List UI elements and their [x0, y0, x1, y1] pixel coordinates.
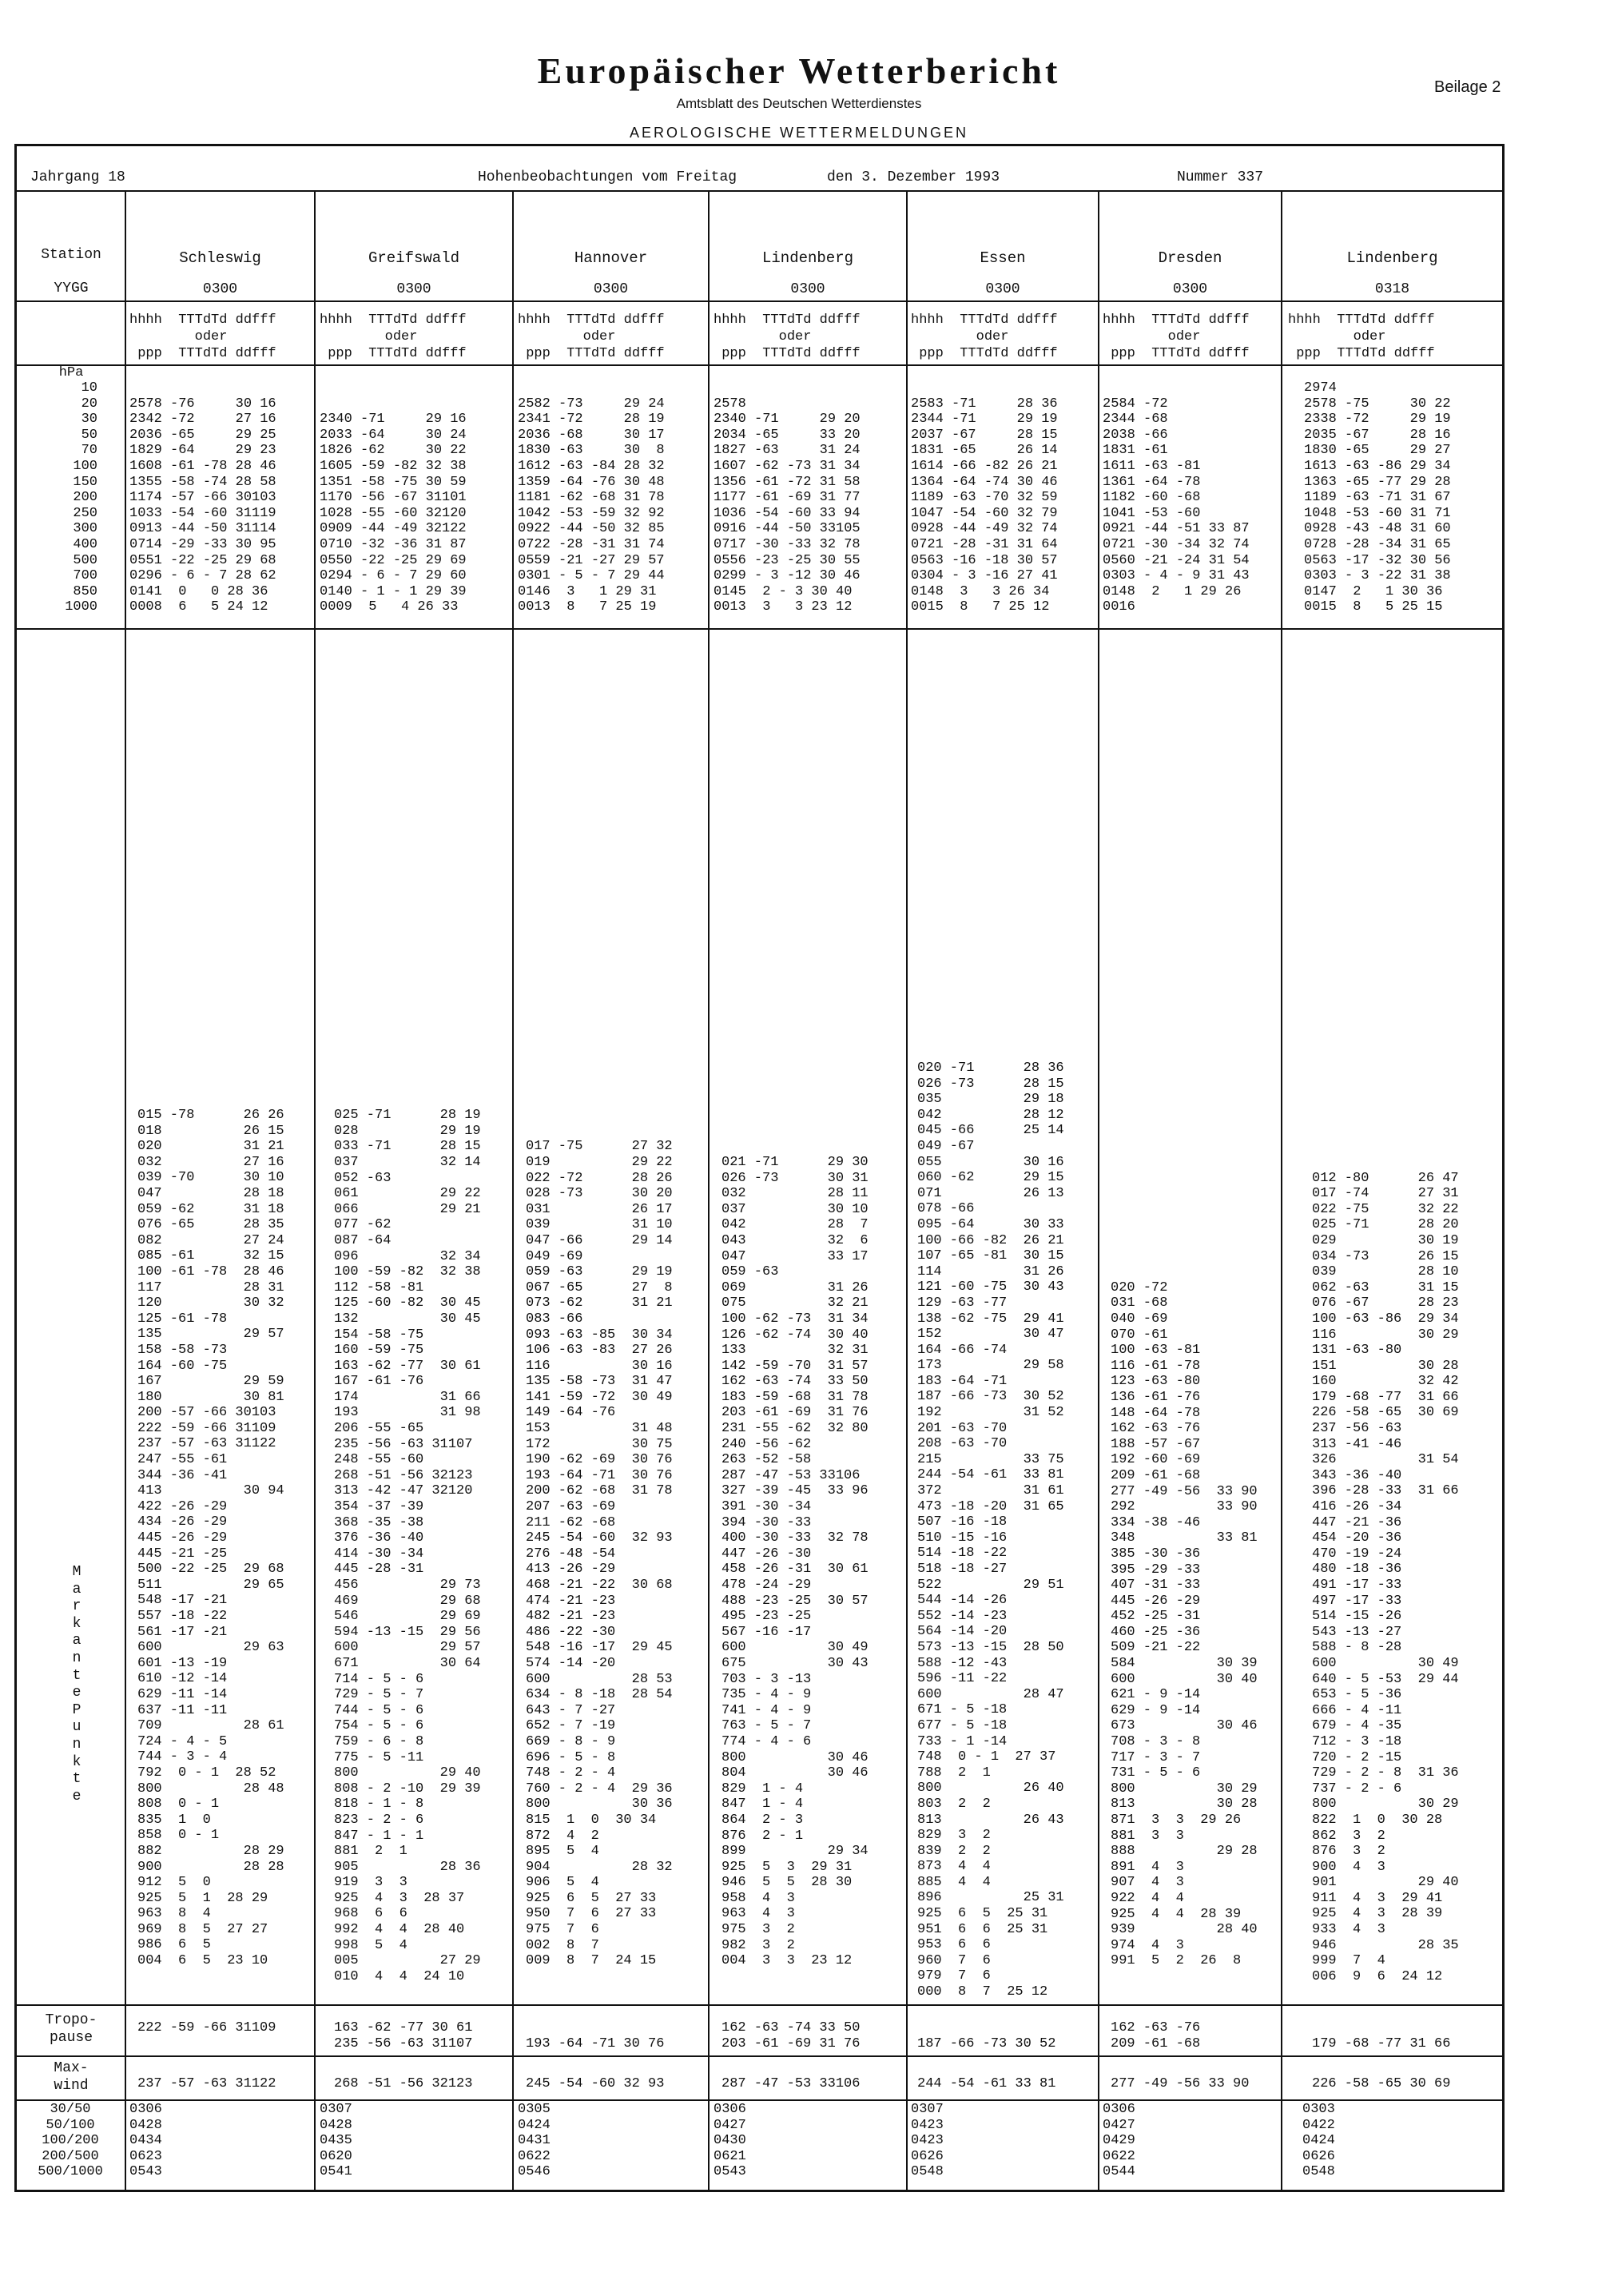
significant-points-data: 017 -75 27 32 019 29 22 022 -72 28 26 028 -73 30 20 031 26 17 039 31 10 047 -66 29 14 049 -69 059 -63 29 19 067 -65 27 8 073 -62 31 21 083 -66 093 -63 -85 30 34 106 -63 -83 27 26 116 30 16 135 -58 -73 31 47 141 -59 -72 30 49 149 -64 -76 153 31 48 172 30 75 190 -62 -69 30 76 193 -64 -71 30 76 200 -62 -68 31 78 207 -63 -69 211 -62 -68 245 -54 -60 32 93 276 -48 -54 413 -26 -29 468 -21 -22 30 68 474 -21 -23 482 -21 -23 486 -22 -30 548 -16 -17 29 45 574 -14 -20 600 28 53 634 - 8 -18 28 54 643 - 7 -27 652 - 7 -19 669 - 8 - 9 696 - 5 - 8 748 - 2 - 4 760 - 2 - 4 29 36 800 30 36 815 1 0 30 34 872 4 2 895 5 4 904 28 32 906 5 4 925 6 5 27 33 950 7 6 27 33 975 7 6 002 8 7 009 8 7 24 15	[526, 1139, 673, 1969]
column-header: hhhh TTTdTd ddfff oder ppp TTTdTd ddfff	[1288, 312, 1435, 361]
beilage-label: Beilage 2	[1434, 78, 1501, 96]
column-header: hhhh TTTdTd ddfff oder ppp TTTdTd ddfff	[518, 312, 665, 361]
standard-levels-data: 2974 2578 -75 30 22 2338 -72 29 19 2035 -67 28 16 1830 -65 29 27 1613 -63 -86 29 34 1363 -65 -77 29 28 1189 -63 -71 31 67 1048 -53 -60 31 71 0928 -43 -48 31 60 0728 -28 -34 31 65 0563 -17 -32 30 56 0303 - 3 -22 31 38 0147 2 1 30 36 0015 8 5 25 15	[1304, 380, 1451, 615]
wind-shear-data: 0307 0428 0435 0620 0541	[320, 2102, 352, 2180]
station-name: Lindenberg	[1346, 249, 1438, 267]
wind-shear-data: 0306 0428 0434 0623 0543	[129, 2102, 162, 2180]
yygg-label: YYGG	[54, 281, 89, 296]
col-divider	[512, 190, 514, 2192]
tropopause-data: 162 -63 -76 209 -61 -68	[1111, 2020, 1201, 2051]
standard-levels-data: 2578 -76 30 16 2342 -72 27 16 2036 -65 29 25 1829 -64 29 23 1608 -61 -78 28 46 1355 -58 -74 28 58 1174 -57 -66 30103 1033 -54 -60 31119 0913 -44 -50 31114 0714 -29 -33 30 95 0551 -22 -25 29 68 0296 - 6 - 7 28 62 0141 0 0 28 36 0008 6 5 24 12	[129, 396, 276, 615]
station-time: 0300	[202, 281, 238, 297]
station-time: 0318	[1374, 281, 1410, 297]
maxwind-data: 287 -47 -53 33106	[721, 2076, 861, 2091]
shear-levels: 30/50 50/100 100/200 200/500 500/1000	[38, 2102, 103, 2180]
station-time: 0300	[396, 281, 431, 297]
tropopause-data: 163 -62 -77 30 61 235 -56 -63 31107	[334, 2020, 473, 2051]
pressure-levels: 10 20 30 50 70 100 150 200 250 300 400 500 700 850 1000	[65, 380, 97, 615]
standard-levels-data: 2578 2340 -71 29 20 2034 -65 33 20 1827 -63 31 24 1607 -62 -73 31 34 1356 -61 -72 31 58 1177 -61 -69 31 77 1036 -54 -60 33 94 0916 -44 -50 33105 0717 -30 -33 32 78 0556 -23 -25 30 55 0299 - 3 -12 30 46 0145 2 - 3 30 40 0013 3 3 23 12	[714, 396, 861, 615]
section-title: AEROLOGISCHE WETTERMELDUNGEN	[629, 125, 969, 141]
standard-levels-data: 2584 -72 2344 -68 2038 -66 1831 -61 1611 -63 -81 1361 -64 -78 1182 -60 -68 1041 -53 -60 0921 -44 -51 33 87 0721 -30 -34 32 74 0560 -21 -24 31 54 0303 - 4 - 9 31 43 0148 2 1 29 26 0016	[1103, 396, 1250, 615]
station-time: 0300	[593, 281, 629, 297]
station-name: Dresden	[1158, 249, 1222, 267]
tropopause-data: 222 -59 -66 31109	[137, 2020, 276, 2035]
significant-points-data: 020 -72 031 -68 040 -69 070 -61 100 -63 -81 116 -61 -78 123 -63 -80 136 -61 -76 148 -64 -78 162 -63 -76 188 -57 -67 192 -60 -69 209 -61 -68 277 -49 -56 33 90 292 33 90 334 -38 -46 348 33 81 385 -30 -36 395 -29 -33 407 -31 -33 445 -26 -29 452 -25 -31 460 -25 -36 509 -21 -22 584 30 39 600 30 40 621 - 9 -14 629 - 9 -14 673 30 46 708 - 3 - 8 717 - 3 - 7 731 - 5 - 6 800 30 29 813 30 28 871 3 3 29 26 881 3 3 888 29 28 891 4 3 907 4 3 922 4 4 925 4 4 28 39 939 28 40 974 4 3 991 5 2 26 8	[1111, 1279, 1258, 1969]
col-divider	[708, 190, 710, 2192]
col-divider	[906, 190, 908, 2192]
station-name: Greifswald	[368, 249, 460, 267]
column-header: hhhh TTTdTd ddfff oder ppp TTTdTd ddfff	[1103, 312, 1250, 361]
maxwind-label: Max- wind	[54, 2060, 89, 2094]
col-divider	[314, 190, 316, 2192]
wind-shear-data: 0307 0423 0423 0626 0548	[911, 2102, 944, 2180]
maxwind-data: 226 -58 -65 30 69	[1312, 2076, 1451, 2091]
wind-shear-data: 0306 0427 0430 0621 0543	[714, 2102, 746, 2180]
column-header: hhhh TTTdTd ddfff oder ppp TTTdTd ddfff	[911, 312, 1058, 361]
station-name: Essen	[980, 249, 1026, 267]
issue-number: Nummer 337	[1177, 169, 1264, 185]
tropopause-data: 193 -64 -71 30 76	[526, 2035, 665, 2051]
col-divider	[1098, 190, 1099, 2192]
column-header: hhhh TTTdTd ddfff oder ppp TTTdTd ddfff	[129, 312, 276, 361]
maxwind-data: 277 -49 -56 33 90	[1111, 2076, 1250, 2091]
wind-shear-data: 0305 0424 0431 0622 0546	[518, 2102, 551, 2180]
col-divider	[125, 190, 126, 2192]
maxwind-data: 237 -57 -63 31122	[137, 2076, 276, 2091]
station-name: Hannover	[574, 249, 648, 267]
wind-shear-data: 0303 0422 0424 0626 0548	[1302, 2102, 1335, 2180]
station-name: Schleswig	[179, 249, 261, 267]
report-title: Europäischer Wetterbericht	[537, 50, 1061, 91]
maxwind-data: 245 -54 -60 32 93	[526, 2076, 665, 2091]
station-time: 0300	[790, 281, 825, 297]
significant-points-data: 015 -78 26 26 018 26 15 020 31 21 032 27 16 039 -70 30 10 047 28 18 059 -62 31 18 076 -65 28 35 082 27 24 085 -61 32 15 100 -61 -78 28 46 117 28 31 120 30 32 125 -61 -78 135 29 57 158 -58 -73 164 -60 -75 167 29 59 180 30 81 200 -57 -66 30103 222 -59 -66 31109 237 -57 -63 31122 247 -55 -61 344 -36 -41 413 30 94 422 -26 -29 434 -26 -29 445 -26 -29 445 -21 -25 500 -22 -25 29 68 511 29 65 548 -17 -21 557 -18 -22 561 -17 -21 600 29 63 601 -13 -19 610 -12 -14 629 -11 -14 637 -11 -11 709 28 61 724 - 4 - 5 744 - 3 - 4 792 0 - 1 28 52 800 28 48 808 0 - 1 835 1 0 858 0 - 1 882 28 29 900 28 28 912 5 0 925 5 1 28 29 963 8 4 969 8 5 27 27 986 6 5 004 6 5 23 10	[137, 1108, 284, 1969]
significant-points-data: 021 -71 29 30 026 -73 30 31 032 28 11 037 30 10 042 28 7 043 32 6 047 33 17 059 -63 069 31 26 075 32 21 100 -62 -73 31 34 126 -62 -74 30 40 133 32 31 142 -59 -70 31 57 162 -63 -74 33 50 183 -59 -68 31 78 203 -61 -69 31 76 231 -55 -62 32 80 240 -56 -62 263 -52 -58 287 -47 -53 33106 327 -39 -45 33 96 391 -30 -34 394 -30 -33 400 -30 -33 32 78 447 -26 -30 458 -26 -31 30 61 478 -24 -29 488 -23 -25 30 57 495 -23 -25 567 -16 -17 600 30 49 675 30 43 703 - 3 -13 735 - 4 - 9 741 - 4 - 9 763 - 5 - 7 774 - 4 - 6 800 30 46 804 30 46 829 1 - 4 847 1 - 4 864 2 - 3 876 2 - 1 899 29 34 925 5 3 29 31 946 5 5 28 30 958 4 3 963 4 3 975 3 2 982 3 2 004 3 3 23 12	[721, 1154, 869, 1969]
col-divider	[1281, 190, 1282, 2192]
markante-punkte-label: M a r k a n t e P u n k t e	[72, 1564, 81, 1805]
tropopause-data: 162 -63 -74 33 50 203 -61 -69 31 76	[721, 2020, 861, 2051]
maxwind-data: 268 -51 -56 32123	[334, 2076, 473, 2091]
hpa-label: hPa	[58, 365, 84, 380]
wind-shear-data: 0306 0427 0429 0622 0544	[1103, 2102, 1135, 2180]
standard-levels-data: 2583 -71 28 36 2344 -71 29 19 2037 -67 28 15 1831 -65 26 14 1614 -66 -82 26 21 1364 -64 -74 30 46 1189 -63 -70 32 59 1047 -54 -60 32 79 0928 -44 -49 32 74 0721 -28 -31 31 64 0563 -16 -18 30 57 0304 - 3 -16 27 41 0148 3 3 26 34 0015 8 7 25 12	[911, 396, 1058, 615]
tropopause-data: 187 -66 -73 30 52	[917, 2035, 1056, 2051]
report-subtitle: Amtsblatt des Deutschen Wetterdienstes	[676, 96, 922, 111]
column-header: hhhh TTTdTd ddfff oder ppp TTTdTd ddfff	[320, 312, 467, 361]
observation-label: Hohenbeobachtungen vom Freitag	[478, 169, 737, 185]
jahrgang: Jahrgang 18	[30, 169, 125, 185]
maxwind-data: 244 -54 -61 33 81	[917, 2076, 1056, 2091]
station-label: Station	[41, 247, 101, 263]
station-time: 0300	[1172, 281, 1208, 297]
standard-levels-data: 2582 -73 29 24 2341 -72 28 19 2036 -68 30 17 1830 -63 30 8 1612 -63 -84 28 32 1359 -64 -76 30 48 1181 -62 -68 31 78 1042 -53 -59 32 92 0922 -44 -50 32 85 0722 -28 -31 31 74 0559 -21 -27 29 57 0301 - 5 - 7 29 44 0146 3 1 29 31 0013 8 7 25 19	[518, 396, 665, 615]
significant-points-data: 025 -71 28 19 028 29 19 033 -71 28 15 037 32 14 052 -63 061 29 22 066 29 21 077 -62 087 -64 096 32 34 100 -59 -82 32 38 112 -58 -81 125 -60 -82 30 45 132 30 45 154 -58 -75 160 -59 -75 163 -62 -77 30 61 167 -61 -76 174 31 66 193 31 98 206 -55 -65 235 -56 -63 31107 248 -55 -60 268 -51 -56 32123 313 -42 -47 32120 354 -37 -39 368 -35 -38 376 -36 -40 414 -30 -34 445 -28 -31 456 29 73 469 29 68 546 29 69 594 -13 -15 29 56 600 29 57 671 30 64 714 - 5 - 6 729 - 5 - 7 744 - 5 - 6 754 - 5 - 6 759 - 6 - 8 775 - 5 -11 800 29 40 808 - 2 -10 29 39 818 - 1 - 8 823 - 2 - 6 847 - 1 - 1 881 2 1 905 28 36 919 3 3 925 4 3 28 37 968 6 6 992 4 4 28 40 998 5 4 005 27 29 010 4 4 24 10	[334, 1108, 481, 1984]
tropopause-data: 179 -68 -77 31 66	[1312, 2035, 1451, 2051]
column-header: hhhh TTTdTd ddfff oder ppp TTTdTd ddfff	[714, 312, 861, 361]
report-date: den 3. Dezember 1993	[827, 169, 1000, 185]
tropopause-label: Tropo- pause	[45, 2012, 97, 2046]
significant-points-data: 020 -71 28 36 026 -73 28 15 035 29 18 042 28 12 045 -66 25 14 049 -67 055 30 16 060 -62 29 15 071 26 13 078 -66 095 -64 30 33 100 -66 -82 26 21 107 -65 -81 30 15 114 31 26 121 -60 -75 30 43 129 -63 -77 138 -62 -75 29 41 152 30 47 164 -66 -74 173 29 58 183 -64 -71 187 -66 -73 30 52 192 31 52 201 -63 -70 208 -63 -70 215 33 75 244 -54 -61 33 81 372 31 61 473 -18 -20 31 65 507 -16 -18 510 -15 -16 514 -18 -22 518 -18 -27 522 29 51 544 -14 -26 552 -14 -23 564 -14 -20 573 -13 -15 28 50 588 -12 -43 596 -11 -22 600 28 47 671 - 5 -18 677 - 5 -18 733 - 1 -14 748 0 - 1 27 37 788 2 1 800 26 40 803 2 2 813 26 43 829 3 2 839 2 2 873 4 4 885 4 4 896 25 31 925 6 5 25 31 951 6 6 25 31 953 6 6 960 7 6 979 7 6 000 8 7 25 12	[917, 1060, 1064, 2000]
significant-points-data: 012 -80 26 47 017 -74 27 31 022 -75 32 22 025 -71 28 20 029 30 19 034 -73 26 15 039 28 10 062 -63 31 15 076 -67 28 23 100 -63 -86 29 34 116 30 29 131 -63 -80 151 30 28 160 32 42 179 -68 -77 31 66 226 -58 -65 30 69 237 -56 -63 313 -41 -46 326 31 54 343 -36 -40 396 -28 -33 31 66 416 -26 -34 447 -21 -36 454 -20 -36 470 -19 -24 480 -18 -36 491 -17 -33 497 -17 -33 514 -15 -26 543 -13 -27 588 - 8 -28 600 30 49 640 - 5 -53 29 44 653 - 5 -36 666 - 4 -11 679 - 4 -35 712 - 3 -18 720 - 2 -15 729 - 2 - 8 31 36 737 - 2 - 6 800 30 29 822 1 0 30 28 862 3 2 876 3 2 900 4 3 901 29 40 911 4 3 29 41 925 4 3 28 39 933 4 3 946 28 35 999 7 4 006 9 6 24 12	[1312, 1170, 1459, 1984]
station-name: Lindenberg	[761, 249, 854, 267]
standard-levels-data: 2340 -71 29 16 2033 -64 30 24 1826 -62 30 22 1605 -59 -82 32 38 1351 -58 -75 30 59 1170 -56 -67 31101 1028 -55 -60 32120 0909 -44 -49 32122 0710 -32 -36 31 87 0550 -22 -25 29 69 0294 - 6 - 7 29 60 0140 - 1 - 1 29 39 0009 5 4 26 33	[320, 412, 467, 615]
station-time: 0300	[985, 281, 1020, 297]
